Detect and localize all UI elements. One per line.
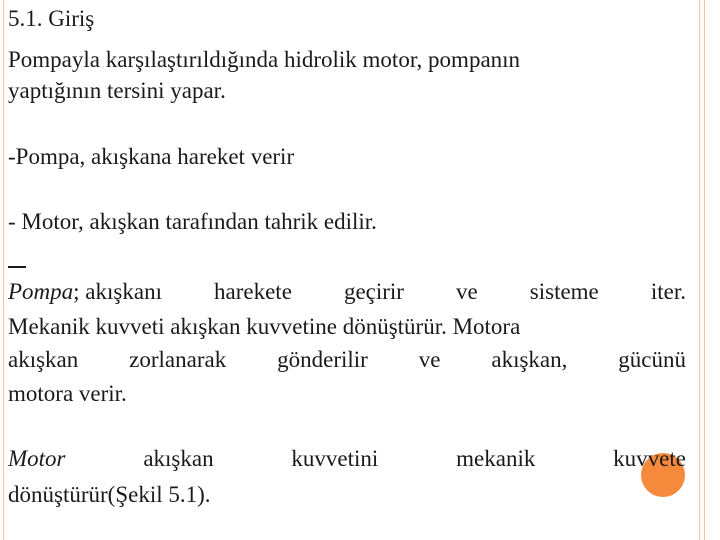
motor-row1-word: mekanik xyxy=(456,446,536,471)
motor-term: Motor xyxy=(8,446,66,471)
bullet-pompa: -Pompa, akışkana hareket verir xyxy=(8,144,295,169)
bullet-motor: - Motor, akışkan tarafından tahrik edilir. xyxy=(8,209,377,234)
slide-title: 5.1. Giriş xyxy=(8,6,95,31)
pompa-paragraph-row-2: Mekanik kuvveti akışkan kuvvetine dönüştürür. Motora xyxy=(8,314,521,339)
pompa-row3-word: zorlanarak xyxy=(129,347,227,372)
pompa-paragraph-row-3 xyxy=(8,346,686,374)
pompa-row1-word: sisteme xyxy=(529,279,599,304)
pompa-row1-first xyxy=(8,278,162,306)
pompa-row1-word: ; akışkanı xyxy=(73,279,162,304)
pompa-paragraph-row-4: motora verir. xyxy=(8,381,127,406)
pompa-row3-word: gönderilir xyxy=(277,347,368,372)
pompa-row1-word: geçirir xyxy=(343,279,404,304)
motor-paragraph-row-1 xyxy=(8,445,686,473)
left-frame-line xyxy=(0,0,4,540)
motor-row1-word: kuvvetini xyxy=(291,446,379,471)
pompa-row3-word: ve xyxy=(418,347,441,372)
pompa-row1-word: ve xyxy=(456,279,478,304)
motor-row1-word: kuvvete xyxy=(613,446,686,471)
pompa-paragraph-row-1 xyxy=(8,278,686,306)
motor-row1-word: akışkan xyxy=(143,446,214,471)
right-frame-band xyxy=(699,0,705,540)
pompa-row3-word: gücünü xyxy=(618,347,686,372)
pompa-row1-word: harekete xyxy=(214,279,292,304)
motor-paragraph-row-2: dönüştürür(Şekil 5.1). xyxy=(8,482,211,507)
pompa-term: Pompa xyxy=(8,279,74,304)
intro-line-2: yaptığının tersini yapar. xyxy=(8,78,226,103)
pompa-row3-word: akışkan xyxy=(8,347,79,372)
pompa-row1-word: iter. xyxy=(650,279,686,304)
underscore-mark xyxy=(8,266,26,268)
pompa-row3-word: akışkan, xyxy=(491,347,568,372)
intro-line-1: Pompayla karşılaştırıldığında hidrolik motor, pompanın xyxy=(8,47,521,72)
